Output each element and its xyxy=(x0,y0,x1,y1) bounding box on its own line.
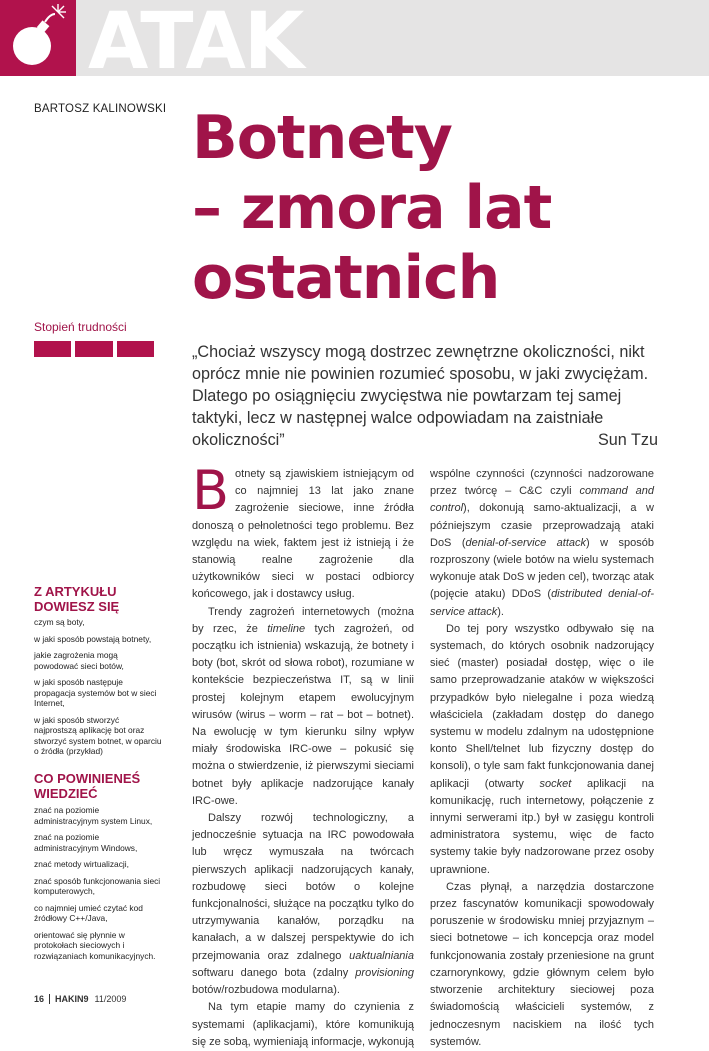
epigraph-author: Sun Tzu xyxy=(598,431,658,449)
body-paragraph: Do tej pory wszystko odbywało się na systemach, do których osobnik nadzorujący sieć (master) posiadał dostęp, więc o ile samo przeprowadzanie ataków w większości przypadków było nielegalne i poza wiedzą właściciela (zakładam dostęp do danego systemu w modelu zdalnym na udostępnione konto Shell/telnet lub fizyczny dostęp do konsoli), o tyle sam fakt funkcjonowania danej aplikacji (otwarty socket aplikacji na komunikację, ruch internetowy, połączenie z innymi serwerami itp.) był w zasięgu kontroli administratora systemu, więc de facto systemy takie były nadzorowane przez osoby uprawnione. xyxy=(430,622,654,876)
difficulty-meter xyxy=(34,341,154,357)
bomb-icon xyxy=(0,0,76,76)
list-item: w jaki sposób powstają botnety, xyxy=(34,633,152,644)
list-item: czym są boty, xyxy=(34,617,85,627)
author-name: BARTOSZ KALINOWSKI xyxy=(34,103,167,115)
body-column-1 xyxy=(192,459,414,1051)
list-item: co najmniej umieć czytać kod źródłowy C++/Java, xyxy=(34,902,143,923)
know-heading: CO POWINIENEŚ WIEDZIEĆ xyxy=(34,771,141,801)
page-footer xyxy=(34,991,126,1007)
body-paragraph: Trendy zagrożeń internetowych (można by rzec, że timeline tych zagrożeń, od początku ich istnienia) wskazują, że botnety i boty (bot, skrót od słowa robot), rozumiane w kontekście bezpieczeństwa IT, są w linii prostej kolejnym etapem ewolucyjnym wirusów (wirus – worm – rat – bot – botnet). Na ewolucję w tym kierunku silny wpływ miały środowiska IRC-owe – pokusić się można o stwierdzenie, iż pierwszymi sieciami botnet były aplikacje nadzorujące kanały IRC-owe. xyxy=(192,605,414,807)
epigraph-quote: „Chociaż wszyscy mogą dostrzec zewnętrzne okoliczności, nikt oprócz mnie nie powinien rozumieć sposobu, w jaki zwyciężam. Dlatego po osiągnięciu zwycięstwa nie powtarzam tej samej taktyki, lecz w następnej walce odpowiadam na zaistniałe okoliczności” xyxy=(192,343,649,449)
drop-cap: B xyxy=(192,459,230,522)
title-line-3: ostatnich xyxy=(192,243,500,313)
page-number: 16 xyxy=(34,994,50,1004)
title-line-2: – zmora lat xyxy=(192,173,552,243)
list-item: w jaki sposób następuje propagacja systemów bot w sieci Internet, xyxy=(34,677,157,708)
know-list xyxy=(34,805,162,967)
learn-list xyxy=(34,617,162,763)
list-item: jakie zagrożenia mogą powodować sieci botów, xyxy=(34,650,124,671)
body-paragraph: wspólne czynności (czynności nadzorowane przez twórcę – C&C czyli command and control), dokonują samo-aktualizacji, a w późniejszym czasie przeprowadzają ataki DoS (denial-of-service attack) w sposób rozproszony (wiele botów na wielu systemach wykonuje atak DoS w jeden cel), tworząc atak (pojęcie ataku) DDoS (distributed denial-of-service attack). xyxy=(430,468,654,618)
difficulty-segment xyxy=(34,341,71,357)
title-line-1: Botnety xyxy=(192,103,452,173)
article-title xyxy=(192,103,692,313)
list-item: orientować się płynnie w protokołach sieciowych i rozwiązaniach komunikacyjnych. xyxy=(34,929,156,961)
list-item: znać na poziomie administracyjnym Windows, xyxy=(34,832,138,853)
magazine-logo: HAKIN9 xyxy=(55,994,89,1004)
difficulty-segment xyxy=(117,341,154,357)
body-paragraph: Dalszy rozwój technologiczny, a jednocześnie sytuacja na IRC powodowała lub wręcz wymuszała na twórcach pierwszych aplikacji nadzorujących kanały, rozbudowę sieci botów o kolejne funkcjonalności, służące na początku tylko do utrzymywania kanałów, porządku na kanałach, a w dalszej perspektywie do ich przejmowania oraz zdalnego uaktualniania softwaru danego bota (zdalny provisioning botów/rozbudowa modularna). xyxy=(192,812,414,997)
body-paragraph: Botnety są zjawiskiem istniejącym od co najmniej 13 lat jako znane zagrożenie sieciowe, inne źródła donoszą o pełnoletności tego problemu. Bez względu na wiek, faktem jest iż istnieją i że stanowią realne zagrożenie dla użytkowników sieci w postaci odbiorcy końcowego, jak i dostawcy usług. xyxy=(192,459,414,601)
issue-number: 11/2009 xyxy=(94,994,127,1004)
body-column-2 xyxy=(430,466,654,1051)
list-item: znać sposób funkcjonowania sieci komputerowych, xyxy=(34,875,161,896)
learn-heading: Z ARTYKUŁU DOWIESZ SIĘ xyxy=(34,584,120,614)
list-item: w jaki sposób stworzyć najprostszą aplikację bot oraz stworzyć system botnet, w oparciu o źródła (przykład) xyxy=(34,714,162,756)
section-icon-box xyxy=(0,0,76,76)
difficulty-label: Stopień trudności xyxy=(34,320,127,334)
list-item: znać na poziomie administracyjnym system Linux, xyxy=(34,805,153,826)
difficulty-segment xyxy=(75,341,112,357)
body-paragraph: Czas płynął, a narzędzia dostarczone przez fascynatów komunikacji spowodowały poruszenie w środowisku mniej przyjaznym – sieci botnetowe – ich koncepcja oraz model funkcjonowania zostały przeniesione na grunt czarnorynkowy, gdzie głównym celem było stworzenie architektury sieciowej poza świadomością właścicieli systemów, z jednoczesnym naciskiem na ilość tych systemów. xyxy=(430,880,654,1048)
body-paragraph: Na tym etapie mamy do czynienia z systemami (aplikacjami), które komunikują się ze sobą, wymieniają informacje, wykonują xyxy=(192,1001,414,1048)
section-title: ATAK xyxy=(88,0,303,87)
list-item: znać metody wirtualizacji, xyxy=(34,859,129,869)
